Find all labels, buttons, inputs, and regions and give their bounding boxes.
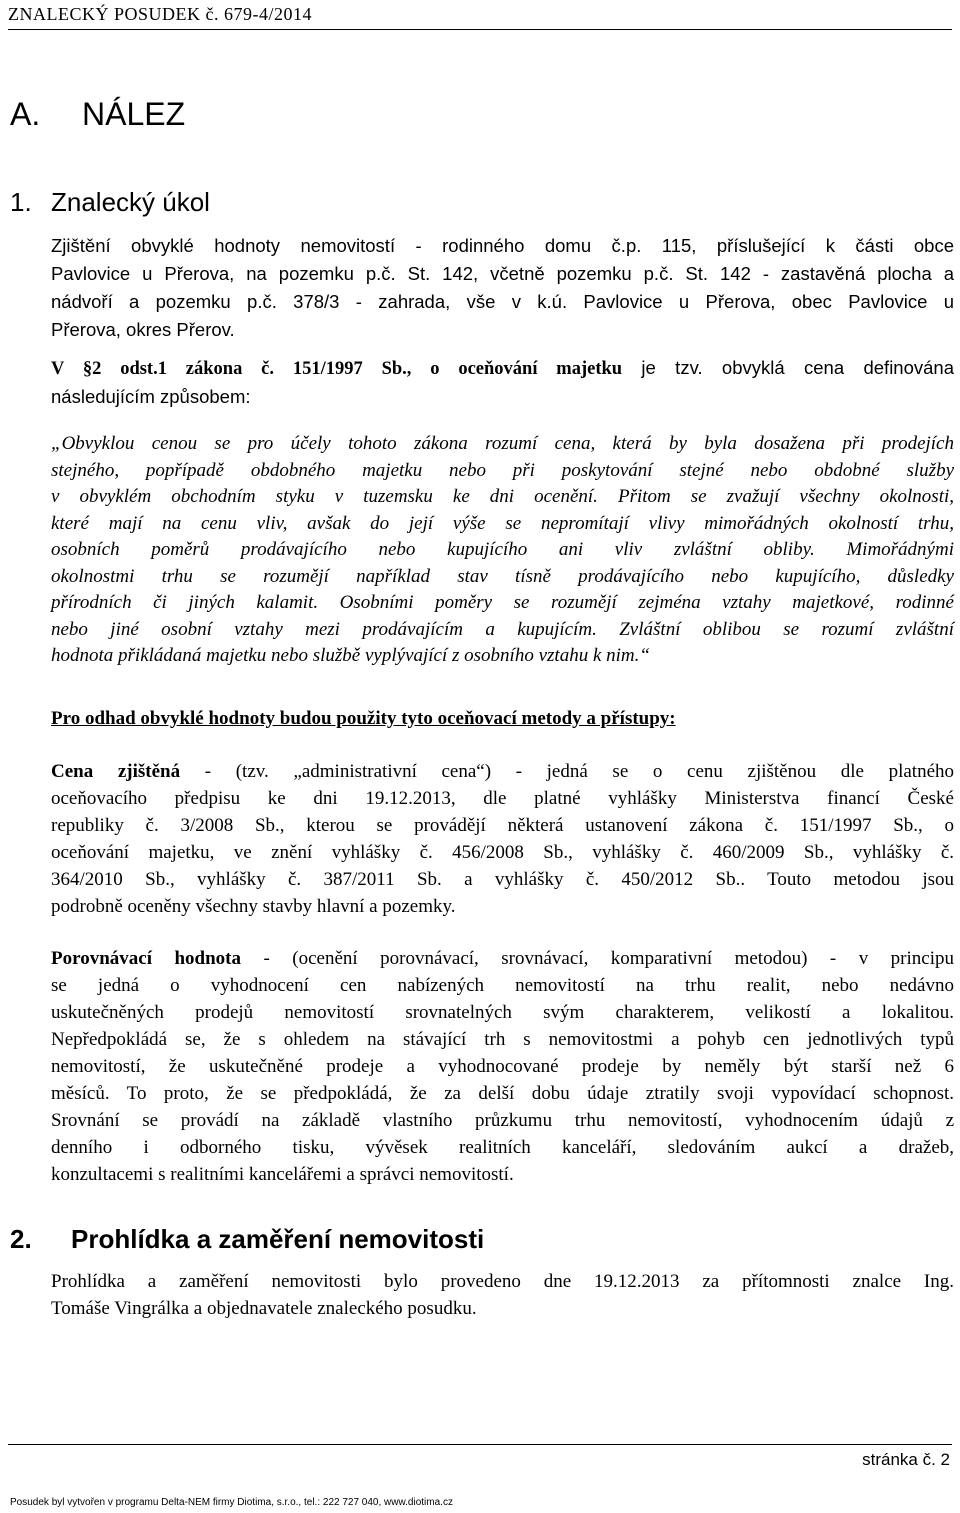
quote-line: přírodních či jiných kalamit. Osobními poměry se rozumějí zejména vztahy majetkové, rodinné xyxy=(51,592,954,613)
section-number: A. xyxy=(10,96,41,132)
quote-line: v obvyklém obchodním styku v tuzemsku ke dni ocenění. Přitom se zvažují všechny okolnosti, xyxy=(51,486,954,507)
law-text: je tzv. obvyklá cena definována xyxy=(622,357,954,378)
cena-zjistena-label: Cena zjištěná xyxy=(51,761,181,782)
text-line: oceňovacího předpisu ke dni 19.12.2013, dle platné vyhlášky Ministerstva financí České xyxy=(51,788,954,809)
porovnavaci-label: Porovnávací hodnota xyxy=(51,948,241,969)
text-line xyxy=(51,354,954,383)
text-line: se jedná o vyhodnocení cen nabízených nemovitostí na trhu realit, nebo nedávno xyxy=(51,975,954,996)
software-credit: Posudek byl vytvořen v programu Delta-NEM firmy Diotima, s.r.o., tel.: 222 727 040, www.diotima.cz xyxy=(10,1497,453,1508)
quote-line: okolnostmi trhu se rozumějí například stav tísně prodávajícího nebo kupujícího, důsledky xyxy=(51,565,954,587)
text-line: denního i odborného tisku, vývěsek realitních kanceláří, sledováním aukcí a dražeb, xyxy=(51,1137,954,1158)
inspection-heading xyxy=(10,1224,484,1255)
law-paragraph xyxy=(51,354,954,411)
task-number: 1. xyxy=(10,187,32,217)
page-number: stránka č. 2 xyxy=(862,1450,950,1469)
text-line: Zjištění obvyklé hodnoty nemovitostí - rodinného domu č.p. 115, příslušející k části obce xyxy=(51,235,954,256)
legal-quote xyxy=(51,431,954,670)
text-line: Nepředpokládá se, že s ohledem na stávající trh s nemovitostmi a pohyb cen jednotlivých typů xyxy=(51,1029,954,1050)
quote-line: stejného, popřípadě obdobného majetku nebo při poskytování stejné nebo obdobné služby xyxy=(51,459,954,481)
text-line: nemovitostí, že uskutečněné prodeje a vyhodnocované prodeje by neměly být starší než 6 xyxy=(51,1056,954,1077)
text-line: republiky č. 3/2008 Sb., kterou se provádějí některá ustanovení zákona č. 151/1997 Sb., o xyxy=(51,815,954,836)
task-title: Znalecký úkol xyxy=(51,187,210,217)
methods-heading-block xyxy=(51,705,954,732)
text-line: uskutečněných prodejů nemovitostí srovnatelných svým charakterem, velikostí a lokalitou. xyxy=(51,1002,954,1023)
cena-zjistena-text: - (tzv. „administrativní cena“) - jedná se o cenu zjištěnou dle platného xyxy=(180,761,955,782)
text-line: následujícím způsobem: xyxy=(51,386,251,407)
inspection-number: 2. xyxy=(10,1224,32,1254)
text-line: oceňování majetku, ve znění vyhlášky č. 456/2008 Sb., vyhlášky č. 460/2009 Sb., vyhlášky č. xyxy=(51,842,954,863)
porovnavaci-paragraph xyxy=(51,945,954,1188)
methods-heading: Pro odhad obvyklé hodnoty budou použity tyto oceňovací metody a přístupy: xyxy=(51,708,676,729)
text-line: měsíců. To proto, že se předpokládá, že za delší dobu údaje ztratily svoji vypovídací schopnost. xyxy=(51,1083,954,1104)
task-heading xyxy=(10,187,210,218)
quote-line: osobních poměrů prodávajícího nebo kupujícího ani vliv zvláštní obliby. Mimořádnými xyxy=(51,539,954,560)
text-line: Přerova, okres Přerov. xyxy=(51,319,235,340)
quote-line: které mají na cenu vliv, avšak do její výše se nepromítají vlivy mimořádných okolností trhu, xyxy=(51,512,954,534)
text-line: konzultacemi s realitními kancelářemi a správci nemovitostí. xyxy=(51,1164,514,1185)
text-line: Pavlovice u Přerova, na pozemku p.č. St. 142, včetně pozemku p.č. St. 142 - zastavěná plocha a xyxy=(51,263,954,284)
text-line: Srovnání se provádí na základě vlastního průzkumu trhu nemovitostí, vyhodnocením údajů z xyxy=(51,1110,954,1131)
text-line xyxy=(51,945,954,972)
text-line: 364/2010 Sb., vyhlášky č. 387/2011 Sb. a vyhlášky č. 450/2012 Sb.. Touto metodou jsou xyxy=(51,869,954,890)
text-line: podrobně oceněny všechny stavby hlavní a pozemky. xyxy=(51,896,456,917)
text-line: nádvoří a pozemku p.č. 378/3 - zahrada, vše v k.ú. Pavlovice u Přerova, obec Pavlovice u xyxy=(51,291,954,312)
section-title: NÁLEZ xyxy=(82,96,186,132)
inspection-paragraph xyxy=(51,1268,954,1322)
section-heading xyxy=(10,96,185,133)
cena-zjistena-paragraph xyxy=(51,758,954,920)
quote-line: nebo jiné osobní vztahy mezi prodávajícím a kupujícím. Zvláštní oblibou se rozumí zvláštní xyxy=(51,618,954,640)
footer-divider xyxy=(8,1444,952,1445)
document-header: ZNALECKÝ POSUDEK č. 679-4/2014 xyxy=(8,4,952,30)
text-line xyxy=(51,758,954,785)
porovnavaci-text: - (ocenění porovnávací, srovnávací, komparativní metodou) - v principu xyxy=(240,948,954,969)
text-line: Prohlídka a zaměření nemovitosti bylo provedeno dne 19.12.2013 za přítomnosti znalce Ing. xyxy=(51,1271,954,1292)
text-line: Tomáše Vingrálka a objednavatele znaleckého posudku. xyxy=(51,1298,477,1319)
quote-line: hodnota přikládaná majetku nebo službě vyplývající z osobního vztahu k nim.“ xyxy=(51,645,650,666)
law-reference: V §2 odst.1 zákona č. 151/1997 Sb., o oceňování majetku xyxy=(51,359,623,379)
inspection-title: Prohlídka a zaměření nemovitosti xyxy=(71,1224,485,1254)
task-paragraph xyxy=(51,232,954,344)
quote-line: „Obvyklou cenou se pro účely tohoto zákona rozumí cena, která by byla dosažena při prodejích xyxy=(51,433,954,454)
